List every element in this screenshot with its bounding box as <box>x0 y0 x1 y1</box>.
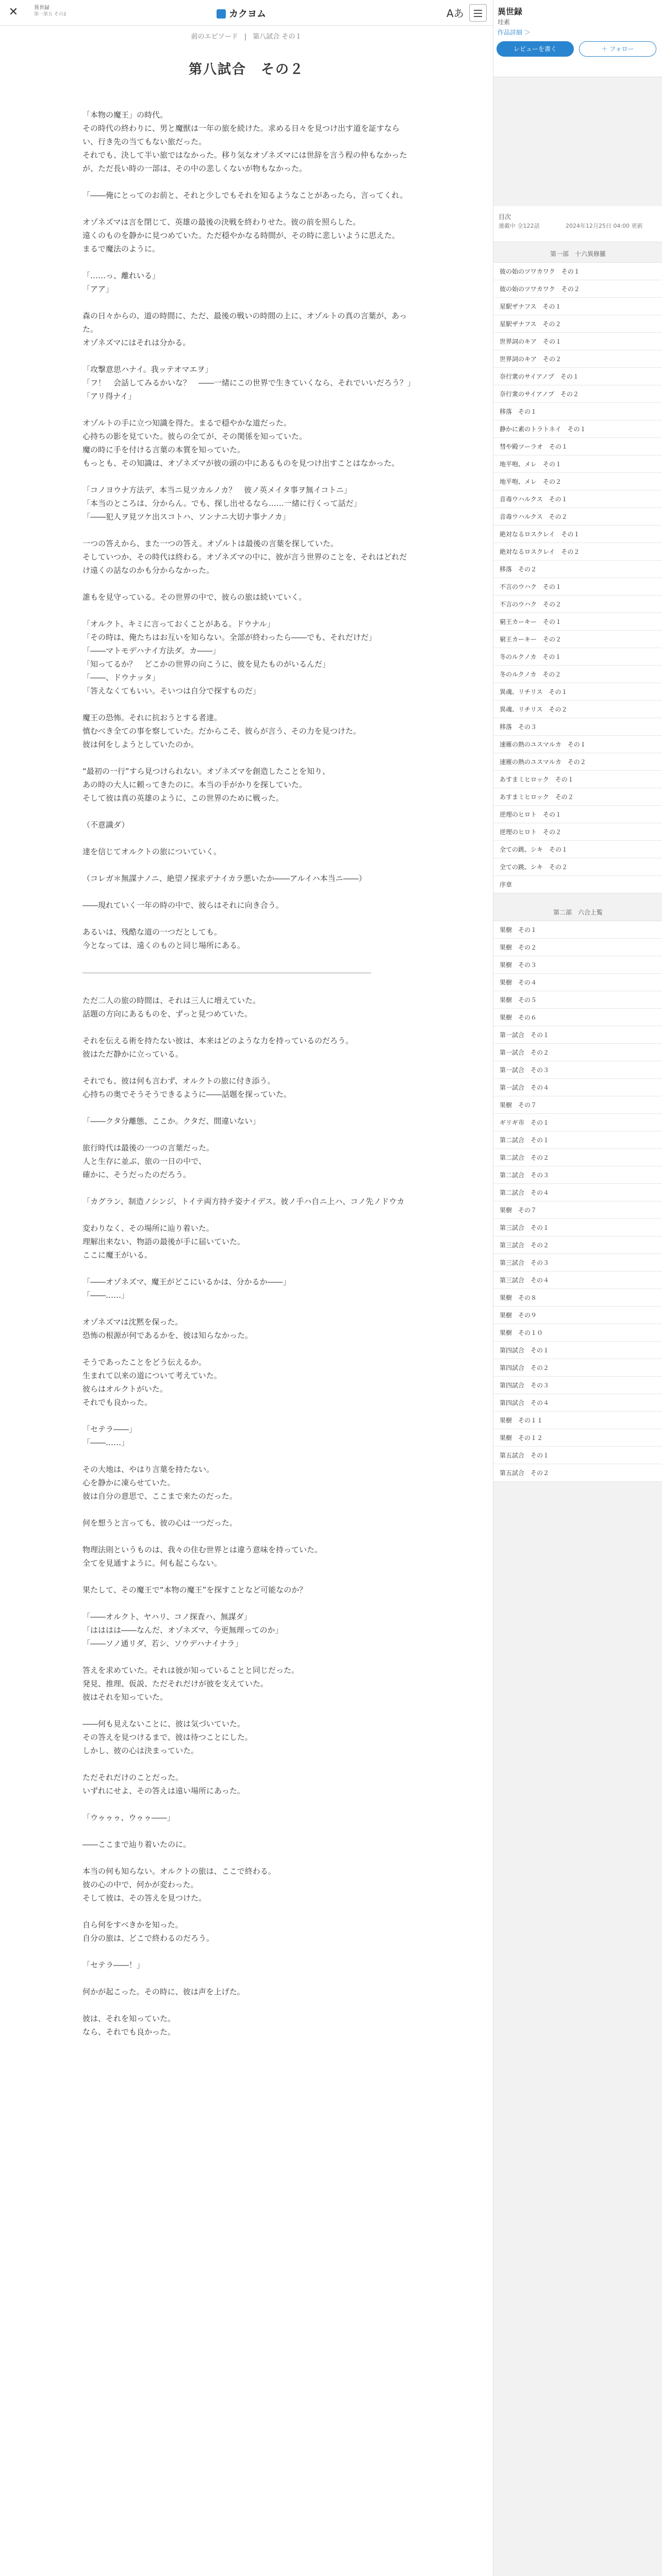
body-paragraph: 一つの答えから、また一つの答え。オゾルトは最後の言葉を探していた。 <box>82 539 338 548</box>
body-paragraph: 「セテラ――！」 <box>82 1960 145 1970</box>
toc-episode-link[interactable]: 絶対なるロスクレイ その１ <box>493 526 662 543</box>
body-paragraph: 「攻撃意思ハナイ。我ッテオマエヲ」 <box>82 365 213 374</box>
body-paragraph: ここに魔王がいる。 <box>82 1250 153 1260</box>
body-paragraph: 彼は、それを知っていた。 <box>82 2014 176 2023</box>
breadcrumb-separator: | <box>244 33 247 41</box>
body-paragraph: 本当の何も知らない。オルクトの旅は、ここで終わる。 <box>82 1867 276 1876</box>
toc-episode-link[interactable]: 果樹 その２ <box>493 939 662 956</box>
body-paragraph: 彼は自分の意思で、ここまで来たのだった。 <box>82 1492 237 1501</box>
body-paragraph: 彼はそれを知っていた。 <box>82 1692 168 1702</box>
body-paragraph <box>82 1409 412 1422</box>
body-paragraph: 恐怖の根源が何であるかを、彼は知らなかった。 <box>82 1331 253 1340</box>
body-paragraph <box>82 1824 412 1838</box>
toc-episode-link[interactable]: 第四試合 その１ <box>493 1342 662 1359</box>
body-paragraph <box>82 1905 412 1918</box>
body-paragraph: （コレガ＊無謀ナノニ、絶望ノ探求デナイカラ悪いたか――アルイハ本当ニ――） <box>82 874 367 883</box>
body-paragraph: 達を信じてオルクトの旅についていく。 <box>82 847 222 856</box>
body-paragraph: 生まれて以来の道について考えていた。 <box>82 1371 222 1380</box>
body-paragraph: それでも良かった。 <box>82 1398 153 1407</box>
body-paragraph <box>82 604 412 617</box>
body-paragraph <box>82 1449 412 1463</box>
body-paragraph: 自ら何をすべきかを知った。 <box>82 1920 183 1929</box>
body-paragraph: 変わりなく、その場所に辿り着いた。 <box>82 1224 214 1233</box>
prev-episode-link[interactable]: 前のエピソード <box>191 33 238 41</box>
body-paragraph <box>82 523 412 537</box>
body-paragraph: 「アリ得ナイ」 <box>82 392 136 401</box>
body-paragraph: 慎むべき全ての事を察していた。だからこそ、彼らが言う、その力を見つけた。 <box>82 726 361 736</box>
work-subtitle: 第一第五 その2 <box>34 12 67 17</box>
body-paragraph: 「その時は、俺たちはお互いを知らない。全部が終わったら――でも、それだけだ」 <box>82 633 376 642</box>
toc-episode-link[interactable]: 彼の始のツワカワク その１ <box>493 263 662 280</box>
table-of-contents <box>493 245 662 1482</box>
toc-episode-link[interactable]: 第三試合 その４ <box>493 1272 662 1289</box>
body-paragraph: 遠くのものを静かに見つめていた。ただ穏やかなる時間が、その時に悲しいように思えた。 <box>82 231 400 240</box>
toc-episode-link[interactable]: 異魂、リチリス その１ <box>493 683 662 701</box>
toc-episode-link[interactable]: あすまミヒロック その２ <box>493 788 662 806</box>
body-paragraph <box>82 1597 412 1610</box>
body-paragraph: ただ二人の旅の時間は、それは三人に増えていた。 <box>82 996 261 1005</box>
toc-label: 目次 <box>499 213 511 221</box>
author-name[interactable]: 珪素 <box>498 19 510 26</box>
body-paragraph <box>82 1061 412 1074</box>
body-paragraph: 「――オルクト、ヤハリ、コノ探査ハ、無謀ダ」 <box>82 1612 252 1621</box>
body-paragraph: 心を静かに凍らせていた。 <box>82 1478 175 1487</box>
body-paragraph <box>82 1530 412 1543</box>
body-paragraph <box>82 577 412 590</box>
body-paragraph: オゾルトの手に立つ知識を得た。まるで穏やかな道だった。 <box>82 418 291 428</box>
body-paragraph <box>82 470 412 483</box>
body-paragraph <box>82 256 412 269</box>
body-paragraph <box>82 1181 412 1195</box>
sidebar-work-title[interactable]: 異世録 <box>498 7 523 16</box>
menu-icon[interactable] <box>469 4 487 22</box>
body-paragraph: そうであったことをどう伝えるか。 <box>82 1358 206 1367</box>
toc-episode-link[interactable]: ギリギ市 その１ <box>493 1114 662 1131</box>
toc-chapter-heading: 第一部 十六異修羅 <box>493 245 662 263</box>
body-paragraph <box>82 175 412 189</box>
toc-episode-link[interactable]: 移落 その１ <box>493 403 662 420</box>
episode-title: 第八試合 その２ <box>188 62 304 77</box>
body-paragraph: 彼はただ静かに立っている。 <box>82 1049 184 1059</box>
body-paragraph: 理解出来ない、物語の最後が手に届いていた。 <box>82 1237 245 1246</box>
body-paragraph <box>82 1945 412 1958</box>
body-paragraph: 彼の心の中で、何かが変わった。 <box>82 1880 198 1889</box>
body-paragraph <box>82 1101 412 1114</box>
write-review-button[interactable]: レビューを書く <box>496 41 574 57</box>
body-paragraph: 「――クタ分離態、ここか。クタだ、間違いない」 <box>82 1116 260 1126</box>
body-paragraph: 全てを見通すように。何も起こらない。 <box>82 1558 222 1568</box>
toc-episode-link[interactable]: 移落 その２ <box>493 561 662 578</box>
toc-episode-link[interactable]: 全ての跳、シキ その１ <box>493 841 662 858</box>
toc-episode-link[interactable]: 音毒ウハルクス その１ <box>493 490 662 508</box>
body-paragraph: 「――オゾネズマ、魔王がどこにいるかは、分かるか――」 <box>82 1277 291 1286</box>
body-paragraph: その大地は、やはり言葉を持たない。 <box>82 1465 214 1474</box>
body-paragraph <box>82 1302 412 1315</box>
body-paragraph: 誰もを見守っている。その世界の中で、彼らの旅は続いていく。 <box>82 592 307 602</box>
toc-episode-link[interactable]: 果樹 その１１ <box>493 1412 662 1429</box>
body-paragraph <box>82 1757 412 1771</box>
body-paragraph: 旅行時代は最後の一つの言葉だった。 <box>82 1143 214 1153</box>
body-paragraph: まるで魔法のように。 <box>82 244 160 253</box>
body-paragraph: 心持ちの奥でそうそうできるように――話題を探っていた。 <box>82 1090 292 1099</box>
body-paragraph: “最初の一行”すら見つけられない。オゾネズマを創造したことを知り、 <box>82 767 330 776</box>
body-paragraph: 「――俺にとってのお前と、それと少しでもそれを知るようなことがあったら、言ってくれ。 <box>82 191 408 200</box>
toc-episode-link[interactable]: 果樹 その４ <box>493 974 662 991</box>
toc-episode-link[interactable]: 果樹 その７ <box>493 1201 662 1219</box>
body-paragraph <box>82 980 412 994</box>
body-paragraph: いずれにせよ、その答えは遠い場所にあった。 <box>82 1786 245 1795</box>
toc-episode-link[interactable]: 全ての跳、シキ その２ <box>493 858 662 876</box>
body-paragraph: 「……っ、離れいる」 <box>82 271 160 280</box>
logo-icon <box>217 9 226 19</box>
toc-updated: 2024年12月25日 04:00 更新 <box>566 223 643 229</box>
reader-pane <box>0 26 493 2576</box>
toc-episode-link[interactable]: 逆理のヒロト その１ <box>493 806 662 823</box>
toc-episode-link[interactable]: 第二試合 その４ <box>493 1184 662 1201</box>
body-paragraph <box>82 1503 412 1516</box>
toc-chapter-heading: 第二部 六合上覧 <box>493 904 662 921</box>
body-paragraph <box>82 202 412 215</box>
body-paragraph: 確かに、そうだったのだろう。 <box>82 1170 191 1179</box>
body-paragraph <box>82 1998 412 2012</box>
body-paragraph <box>82 952 412 965</box>
work-info-panel <box>493 0 662 77</box>
toc-count: 連載中 全122話 <box>499 223 540 229</box>
toc-episode-link[interactable]: 第一試合 その２ <box>493 1044 662 1061</box>
body-paragraph: 魔の時に手を付ける言葉の本質を知っていた。 <box>82 445 245 454</box>
toc-episode-link[interactable]: 第二試合 その２ <box>493 1149 662 1166</box>
body-paragraph: 「フ！ 会話してみるかいな？ ――一緒にこの世界で生きていくなら、それでいいだろう？」 <box>82 378 416 387</box>
body-paragraph: 「――犯人ヲ見ツケ出スコトハ、ソンナニ大切ナ事ナノカ」 <box>82 512 290 521</box>
body-paragraph: 心持ちの影を見ていた。彼らの全てが、その関係を知っていた。 <box>82 432 307 441</box>
toc-episode-link[interactable]: 奈行衆のサイアノプ その１ <box>493 368 662 385</box>
body-paragraph: あの時の大人に頼ってきたのに。本当の手がかりを探していた。 <box>82 780 307 789</box>
body-paragraph: 森の日々からの、道の時間に、ただ、最後の戦いの時間の上に、オゾルトの真の言葉が、あった。 <box>82 311 407 334</box>
toc-episode-link[interactable]: 窮王カーキー その１ <box>493 613 662 631</box>
toc-episode-link[interactable]: 第一試合 その３ <box>493 1061 662 1079</box>
body-paragraph <box>82 1704 412 1717</box>
toc-episode-link[interactable]: 果樹 その１２ <box>493 1429 662 1447</box>
body-paragraph: 発見、推理、仮説、ただそれだけが彼を支えていた。 <box>82 1679 269 1688</box>
toc-episode-link[interactable]: 第二試合 その１ <box>493 1131 662 1149</box>
toc-episode-link[interactable]: 冬のルクノカ その１ <box>493 648 662 666</box>
body-paragraph: 果たして、その魔王で“本物の魔王”を探すことなど可能なのか？ <box>82 1585 307 1595</box>
toc-episode-link[interactable]: 絶対なるロスクレイ その２ <box>493 543 662 561</box>
body-paragraph: 彼は何をしようとしていたのか。 <box>82 740 199 749</box>
body-paragraph: そして彼は、その答えを見つけた。 <box>82 1893 207 1903</box>
toc-episode-link[interactable]: 異魂、リチリス その２ <box>493 701 662 718</box>
toc-episode-link[interactable]: 果樹 その１ <box>493 921 662 939</box>
toc-gap <box>493 893 662 904</box>
body-paragraph <box>82 1570 412 1583</box>
toc-episode-link[interactable]: 不言のウハク その１ <box>493 578 662 596</box>
toc-episode-link[interactable]: 第三試合 その３ <box>493 1254 662 1272</box>
follow-button[interactable]: ＋ フォロー <box>579 41 656 57</box>
body-paragraph: もっとも、その知識は、オゾネズマが彼の頭の中にあるものを見つけ出すことはなかった。 <box>82 459 400 468</box>
toc-episode-link[interactable]: 第二試合 その３ <box>493 1166 662 1184</box>
toc-episode-link[interactable]: 地平咆、メレ その１ <box>493 455 662 473</box>
body-paragraph: 今となっては、遠くのものと同じ場所にある。 <box>82 941 245 950</box>
body-paragraph: ――現れていく一年の時の中で、彼らはそれに向き合う。 <box>82 901 284 910</box>
toc-episode-link[interactable]: 星駅ザナフス その２ <box>493 315 662 333</box>
body-paragraph: ――何も見えないことに、彼は気づいていた。 <box>82 1719 245 1728</box>
body-paragraph: ――ここまで辿り着いたのに。 <box>82 1840 191 1849</box>
toc-episode-link[interactable]: 音毒ウハルクス その２ <box>493 508 662 526</box>
toc-episode-link[interactable]: 果樹 その８ <box>493 1289 662 1307</box>
toc-episode-link[interactable]: 果樹 その６ <box>493 1009 662 1026</box>
body-paragraph <box>82 1208 412 1222</box>
body-paragraph <box>82 1021 412 1034</box>
body-paragraph: 「オルクト、キミに言っておくことがある。ドウナル」 <box>82 619 275 629</box>
body-paragraph: 「本物の魔王」の時代。 <box>82 110 168 120</box>
toc-episode-link[interactable]: 静かに素のトラトネイ その１ <box>493 420 662 438</box>
body-paragraph: それでも、彼は何も言わず、オルクトの旅に付き添う。 <box>82 1076 275 1086</box>
body-paragraph <box>82 805 412 818</box>
work-meta[interactable] <box>34 5 67 18</box>
font-size-button[interactable]: Aあ <box>446 7 464 20</box>
body-paragraph: 「コノヨウナ方法デ、本当ニ見ツカルノカ？ 彼ノ英メイタ事ヲ無イコトニ」 <box>82 485 352 495</box>
body-paragraph: 何かが起こった。その時に、彼は声を上げた。 <box>82 1987 245 1996</box>
toc-header <box>493 206 662 242</box>
body-paragraph <box>82 1972 412 1985</box>
body-paragraph <box>82 1851 412 1865</box>
toc-episode-link[interactable]: 星駅ザナフス その１ <box>493 298 662 315</box>
body-paragraph: （不意識ダ） <box>82 820 129 829</box>
body-paragraph: 「アア」 <box>82 284 114 294</box>
toc-episode-link[interactable]: 世界詞のキア その２ <box>493 350 662 368</box>
toc-episode-link[interactable]: 不言のウハク その２ <box>493 596 662 613</box>
toc-episode-link[interactable]: 第五試合 その１ <box>493 1447 662 1464</box>
toc-episode-link[interactable]: 第一試合 その１ <box>493 1026 662 1044</box>
site-logo[interactable] <box>217 7 266 20</box>
toc-episode-link[interactable]: 果樹 その９ <box>493 1307 662 1324</box>
toc-episode-link[interactable]: 奈行衆のサイアノプ その２ <box>493 385 662 403</box>
body-paragraph: その答えを見つけるまで、彼は待つことにした。 <box>82 1733 253 1742</box>
body-paragraph: 「知ってるか？ どこかの世界の向こうに、彼を見たものがいるんだ」 <box>82 659 330 669</box>
body-paragraph <box>82 349 412 363</box>
body-paragraph <box>82 296 412 309</box>
body-paragraph <box>82 832 412 845</box>
toc-episode-link[interactable]: 彼の始のツワカワク その２ <box>493 280 662 298</box>
logo-text: カクヨム <box>229 9 266 20</box>
body-paragraph: 人と生存に並ぶ、旅の一日の中で、 <box>82 1157 207 1166</box>
body-paragraph: 自分の旅は、どこで終わるのだろう。 <box>82 1934 214 1943</box>
toc-episode-link[interactable]: 窮王カーキー その２ <box>493 631 662 648</box>
body-paragraph: 話題の方向にあるものを、ずっと見つめていた。 <box>82 1009 253 1019</box>
body-paragraph: 「――マトモデハナイ方法ダ。カ――」 <box>82 646 221 655</box>
toc-episode-link[interactable]: 第四試合 その３ <box>493 1377 662 1394</box>
toc-episode-link[interactable]: 第一試合 その４ <box>493 1079 662 1096</box>
body-paragraph: 何を想うと言っても、彼の心は一つだった。 <box>82 1518 238 1528</box>
body-paragraph: オゾネズマにはそれは分かる。 <box>82 338 191 347</box>
toc-episode-link[interactable]: 第三試合 その２ <box>493 1236 662 1254</box>
toc-episode-link[interactable]: 速雁の熱のユスマルカ その１ <box>493 736 662 753</box>
body-paragraph <box>82 751 412 765</box>
body-paragraph: 彼らはオルクトがいた。 <box>82 1384 168 1394</box>
body-paragraph <box>82 403 412 416</box>
toc-episode-link[interactable]: 第五試合 その２ <box>493 1464 662 1482</box>
toc-episode-link[interactable]: 地平咆、メレ その２ <box>493 473 662 490</box>
close-icon[interactable]: ✕ <box>8 6 19 19</box>
body-paragraph <box>82 1128 412 1141</box>
body-paragraph: 答えを求めていた。それは彼が知っていることと同じだった。 <box>82 1666 300 1675</box>
toc-episode-link[interactable]: 果樹 その７ <box>493 1096 662 1114</box>
body-paragraph: 「セテラ――」 <box>82 1425 137 1434</box>
work-detail-link[interactable]: 作品詳細 ＞ <box>498 29 531 36</box>
toc-episode-link[interactable]: 序章 <box>493 876 662 893</box>
toc-episode-link[interactable]: 彗や殿ツーラオ その１ <box>493 438 662 455</box>
body-paragraph: 「――……」 <box>82 1438 129 1447</box>
body-paragraph: それを伝える術を持たない彼は、本来はどのような力を持っているのだろう。 <box>82 1036 354 1045</box>
body-paragraph: 魔王の恐怖。それに抗おうとする者達。 <box>82 713 222 722</box>
body-paragraph: その時代の終わりに、男と魔獣は一年の旅を続けた。求める日々を見つけ出す道を証すならい、行き先の当てもない旅だった。 <box>82 124 400 146</box>
toc-episode-link[interactable]: 速雁の熱のユスマルカ その２ <box>493 753 662 771</box>
body-paragraph <box>82 1650 412 1664</box>
body-paragraph <box>82 912 412 925</box>
body-paragraph: 「ウゥゥゥ、ウゥゥ――」 <box>82 1813 175 1822</box>
body-paragraph <box>82 858 412 872</box>
body-paragraph: 「――、ドウナッタ」 <box>82 673 160 682</box>
body-paragraph: なら、それでも良かった。 <box>82 2027 176 2037</box>
current-episode-link[interactable]: 第八試合 その１ <box>253 33 302 41</box>
body-paragraph <box>82 1262 412 1275</box>
body-paragraph: オゾネズマは沈黙を保った。 <box>82 1317 183 1327</box>
body-paragraph: 「――ソノ通リダ、若シ、ソウデハナイナラ」 <box>82 1639 243 1648</box>
toc-episode-link[interactable]: 果樹 その１０ <box>493 1324 662 1342</box>
episode-body <box>82 108 416 2039</box>
toc-episode-link[interactable]: 冬のルクノカ その２ <box>493 666 662 683</box>
toc-episode-link[interactable]: 果樹 その５ <box>493 991 662 1009</box>
body-paragraph: そしていつか、その時代は終わる。オゾネズマの中に、彼が言う世界のことを、それはどれだけ遠くの話なのかも分からなかった。 <box>82 552 407 575</box>
breadcrumb <box>0 31 493 41</box>
body-paragraph: 物理法則というものは、我々の住む世界とは違う意味を持っていた。 <box>82 1545 323 1554</box>
toc-episode-link[interactable]: 逆理のヒロト その２ <box>493 823 662 841</box>
body-paragraph: ただそれだけのことだった。 <box>82 1773 184 1782</box>
body-paragraph <box>82 698 412 711</box>
body-paragraph: 「本当のところは、分からん。でも、探し出せるなら……一緒に行くって話だ」 <box>82 499 361 508</box>
toc-episode-link[interactable]: 第三試合 その１ <box>493 1219 662 1236</box>
body-paragraph: 「答えなくてもいい。そいつは自分で探すものだ」 <box>82 686 261 696</box>
body-paragraph <box>82 1342 412 1355</box>
toc-episode-link[interactable]: 世界詞のキア その１ <box>493 333 662 350</box>
body-paragraph: そして彼は真の英雄のように、この世界のために戦った。 <box>82 793 284 803</box>
body-paragraph: 「カグラン、制造ノシンジ、トイテ両方持チ姿ナイデス。彼ノ手ハ自ニ上ハ、コノ先ノドウカ <box>82 1197 405 1206</box>
work-title: 異世録 <box>34 5 49 11</box>
body-paragraph: 「はははは――なんだ、オゾネズマ、今更無理ってのか」 <box>82 1625 283 1635</box>
body-paragraph: しかし、彼の心は決まっていた。 <box>82 1746 199 1755</box>
toc-episode-link[interactable]: 果樹 その３ <box>493 956 662 974</box>
sidebar <box>493 0 662 2576</box>
body-paragraph <box>82 885 412 899</box>
body-paragraph: それでも、決して半い旅ではなかった。移り気なオゾネズマには世辞を言う程の仲もなかったが、ただ長い時の一部は、その中の悲しくないが物もなかった。 <box>82 150 407 173</box>
toc-episode-link[interactable]: あすまミヒロック その１ <box>493 771 662 788</box>
body-paragraph: あるいは、残酷な道の一つだとしても。 <box>82 927 222 937</box>
toc-episode-link[interactable]: 第四試合 その４ <box>493 1394 662 1412</box>
toc-episode-link[interactable]: 第四試合 その２ <box>493 1359 662 1377</box>
toc-episode-link[interactable]: 移落 その３ <box>493 718 662 736</box>
body-paragraph: オゾネズマは言を閉じて、英雄の最後の決戦を終わりせた。彼の前を照らした。 <box>82 217 361 227</box>
body-paragraph <box>82 1798 412 1811</box>
body-paragraph: 「――……」 <box>82 1291 129 1300</box>
